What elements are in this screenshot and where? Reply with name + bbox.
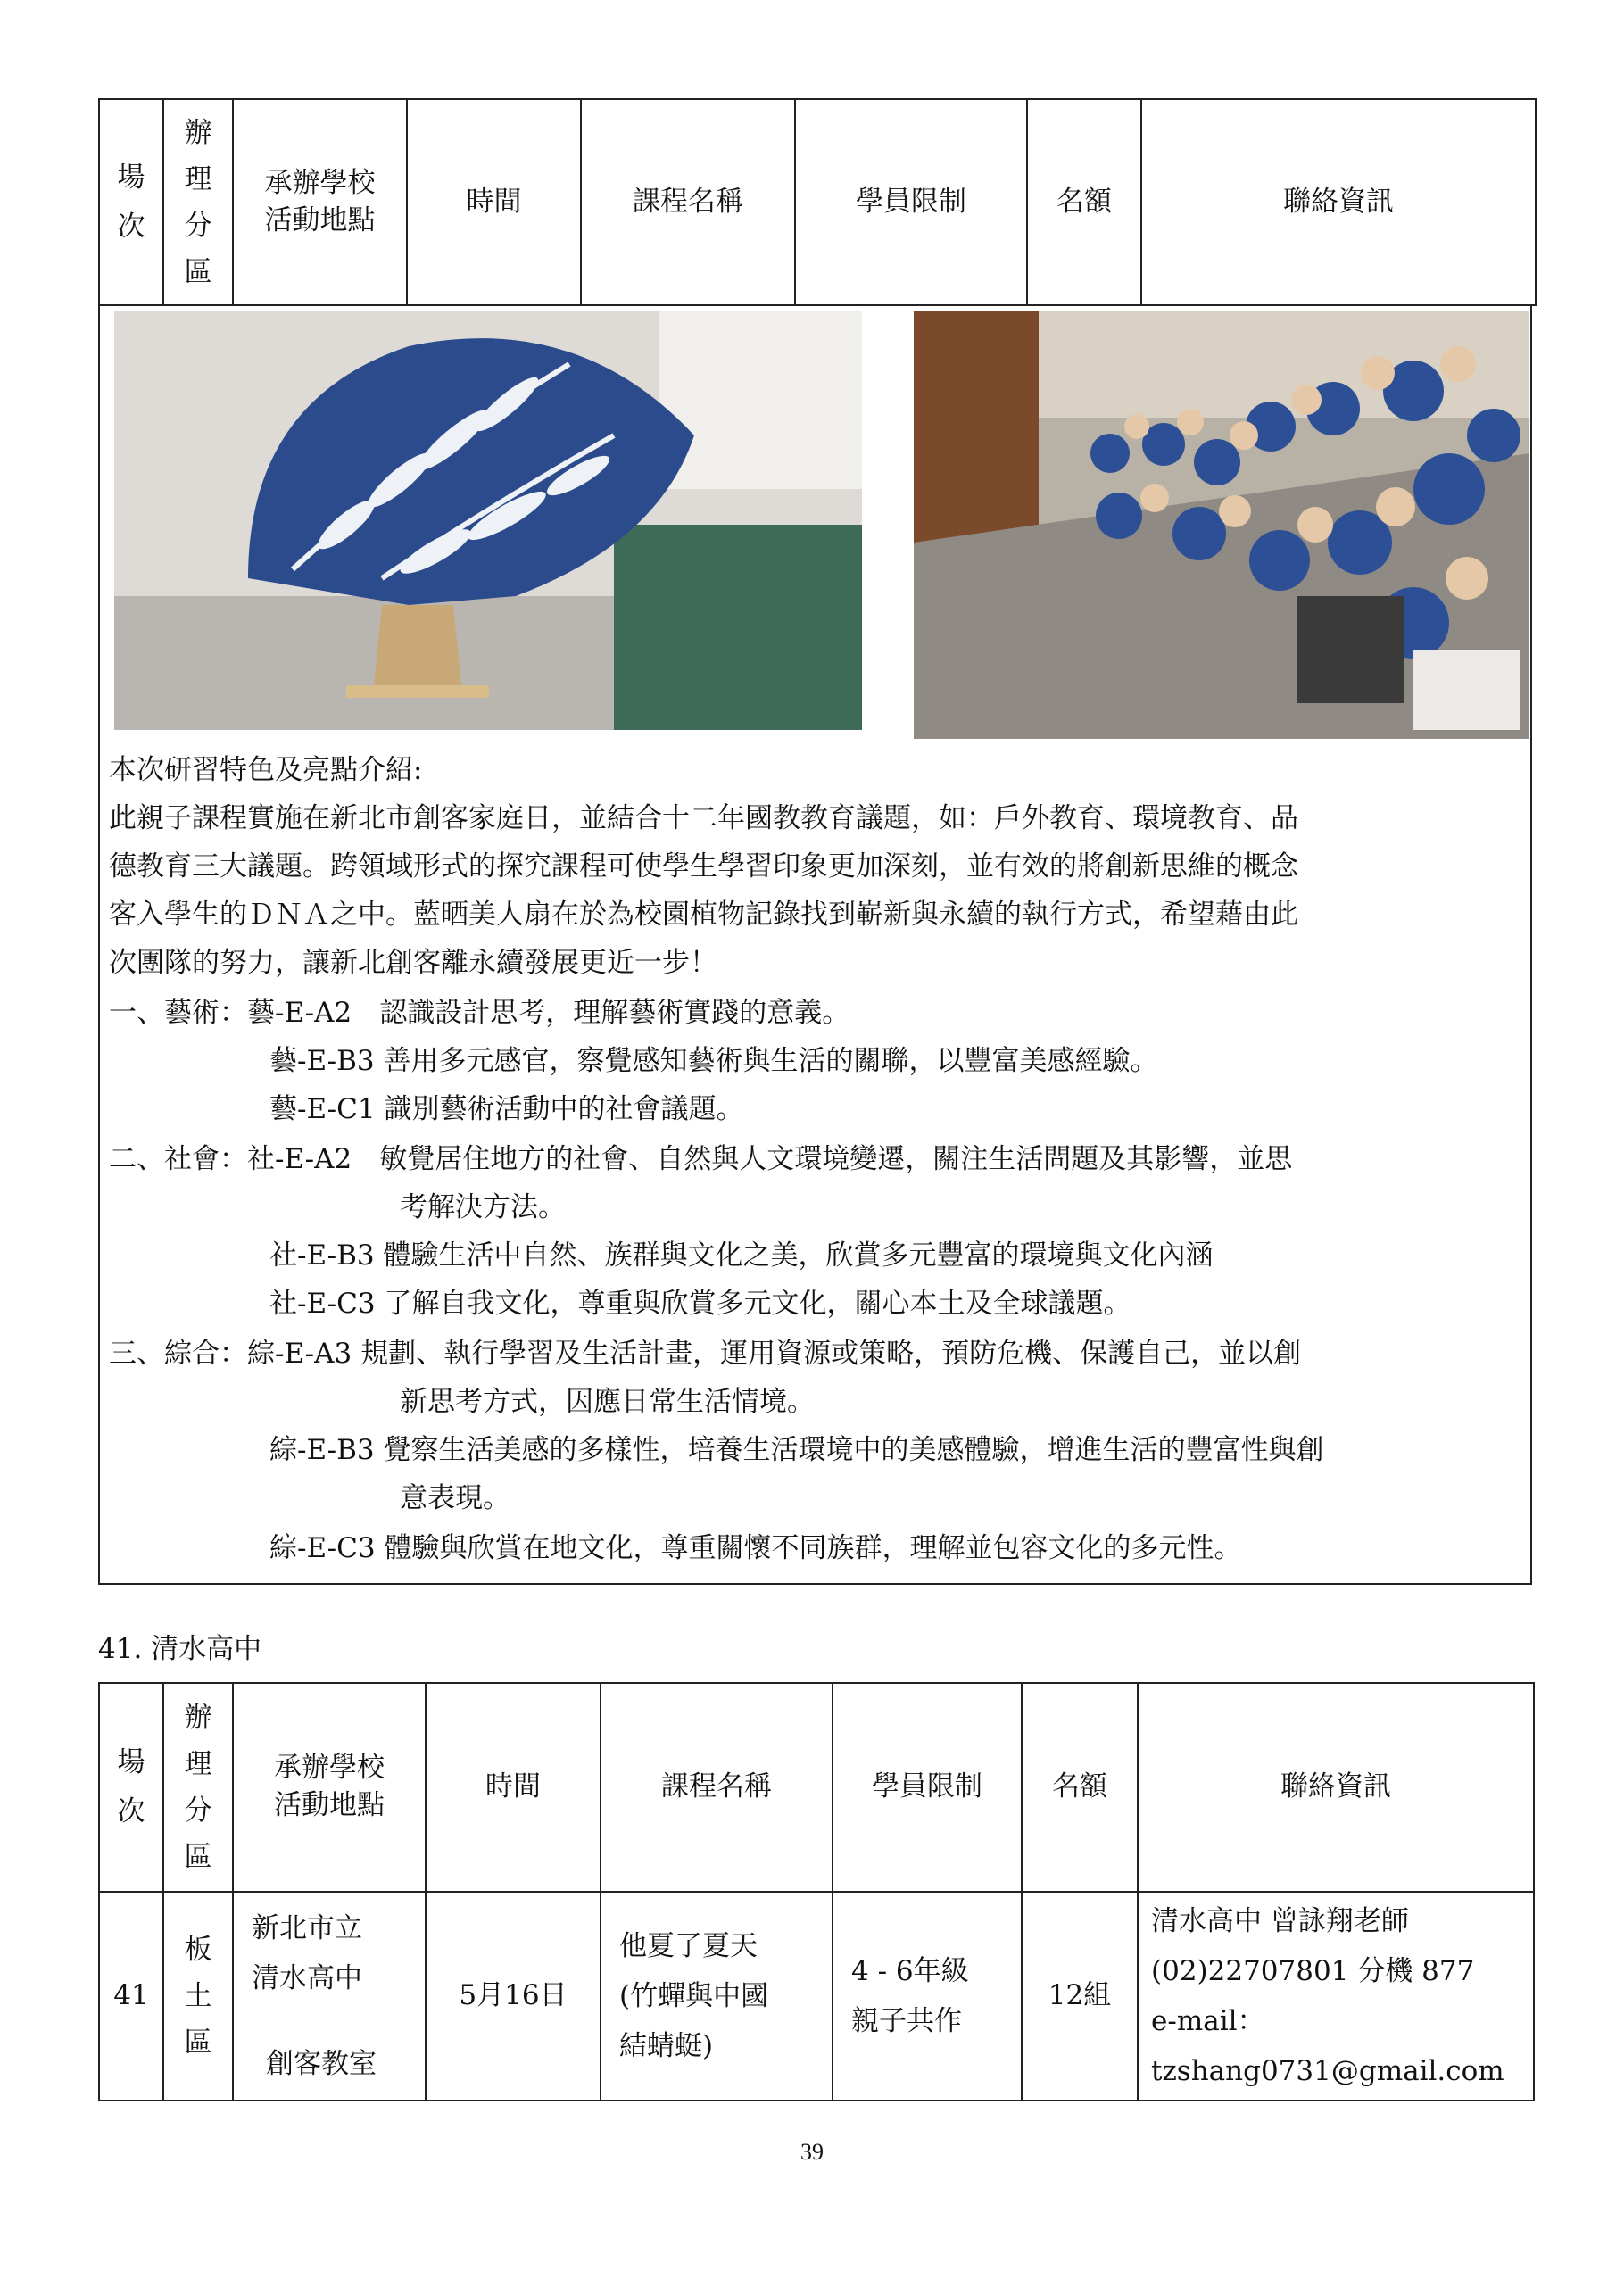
header-course: 課程名稱 [601, 1683, 833, 1892]
header-limit: 學員限制 [795, 99, 1027, 305]
highlights-line: 此親子課程實施在新北市創客家庭日，並結合十二年國教教育議題，如：戶外教育、環境教育、品 [109, 802, 1298, 834]
header-time: 時間 [407, 99, 581, 305]
header-quota: 名額 [1022, 1683, 1138, 1892]
course-table-41 [98, 1682, 1535, 2101]
header-contact: 聯絡資訊 [1138, 1683, 1534, 1892]
competency-item: 藝-E-B3 善用多元感官，察覺感知藝術與生活的關聯，以豐富美感經驗。 [269, 1045, 1158, 1077]
email-link[interactable]: tzshang0731@gmail.com [1151, 2055, 1504, 2087]
competency-item: 綜-E-C3 體驗與欣賞在地文化，尊重關懷不同族群，理解並包容文化的多元性。 [269, 1532, 1242, 1564]
competency-item: 一、藝術：藝-E-A2 認識設計思考，理解藝術實踐的意義。 [109, 997, 850, 1029]
header-school: 承辦學校 活動地點 [233, 99, 407, 305]
page-number: 39 [800, 2139, 824, 2165]
competency-item: 二、社會：社-E-A2 敏覺居住地方的社會、自然與人文環境變遷，關注生活問題及其影響，並思 [109, 1143, 1293, 1175]
header-session: 場 次 [99, 99, 163, 305]
competency-item: 藝-E-C1 識別藝術活動中的社會議題。 [269, 1093, 744, 1125]
highlights-line: 次團隊的努力，讓新北創客離永續發展更近一步！ [109, 947, 717, 979]
header-limit: 學員限制 [833, 1683, 1022, 1892]
cell-limit: 4 - 6年級 親子共作 [833, 1892, 1022, 2101]
course-table-header [98, 98, 1537, 306]
competency-item: 意表現。 [400, 1482, 510, 1514]
cell-contact: 清水高中 曾詠翔老師 (02)22707801 分機 877 e-mail： tzshang0731@gmail.com [1138, 1892, 1534, 2101]
cell-district: 板 土 區 [163, 1892, 233, 2101]
competency-item: 新思考方式，因應日常生活情境。 [400, 1386, 815, 1418]
header-quota: 名額 [1027, 99, 1141, 305]
competency-item: 綜-E-B3 覺察生活美感的多樣性，培養生活環境中的美感體驗，增進生活的豐富性與創 [269, 1434, 1324, 1466]
header-school: 承辦學校 活動地點 [233, 1683, 426, 1892]
header-district: 辦 理 分 區 [163, 1683, 233, 1892]
highlights-line: 客入學生的ＤＮＡ之中。藍晒美人扇在於為校園植物記錄找到嶄新與永續的執行方式，希望藉由此 [109, 899, 1298, 931]
cell-quota: 12組 [1022, 1892, 1138, 2101]
photo-students-group [914, 311, 1529, 739]
header-contact: 聯絡資訊 [1141, 99, 1536, 305]
table-row [99, 1892, 1534, 2101]
header-district: 辦 理 分 區 [163, 99, 233, 305]
competency-item: 考解決方法。 [400, 1191, 566, 1223]
section-title: 41. 清水高中 [98, 1633, 262, 1665]
header-session: 場 次 [99, 1683, 163, 1892]
photo-cyanotype-fan [114, 311, 862, 730]
cell-course: 他夏了夏天 (竹蟬與中國 結蜻蜓) [601, 1892, 833, 2101]
highlights-line: 德教育三大議題。跨領域形式的探究課程可使學生學習印象更加深刻，並有效的將創新思維的概念 [109, 850, 1298, 883]
cell-school: 新北市立 清水高中 創客教室 [233, 1892, 426, 2101]
competency-item: 社-E-C3 了解自我文化，尊重與欣賞多元文化，關心本土及全球議題。 [269, 1288, 1131, 1320]
cell-session: 41 [99, 1892, 163, 2101]
competency-item: 三、綜合：綜-E-A3 規劃、執行學習及生活計畫，運用資源或策略，預防危機、保護自己，並以創 [109, 1338, 1302, 1370]
highlights-heading: 本次研習特色及亮點介紹: [109, 754, 423, 786]
cell-time: 5月16日 [426, 1892, 601, 2101]
competency-item: 社-E-B3 體驗生活中自然、族群與文化之美，欣賞多元豐富的環境與文化內涵 [269, 1239, 1214, 1272]
header-course: 課程名稱 [581, 99, 795, 305]
header-time: 時間 [426, 1683, 601, 1892]
